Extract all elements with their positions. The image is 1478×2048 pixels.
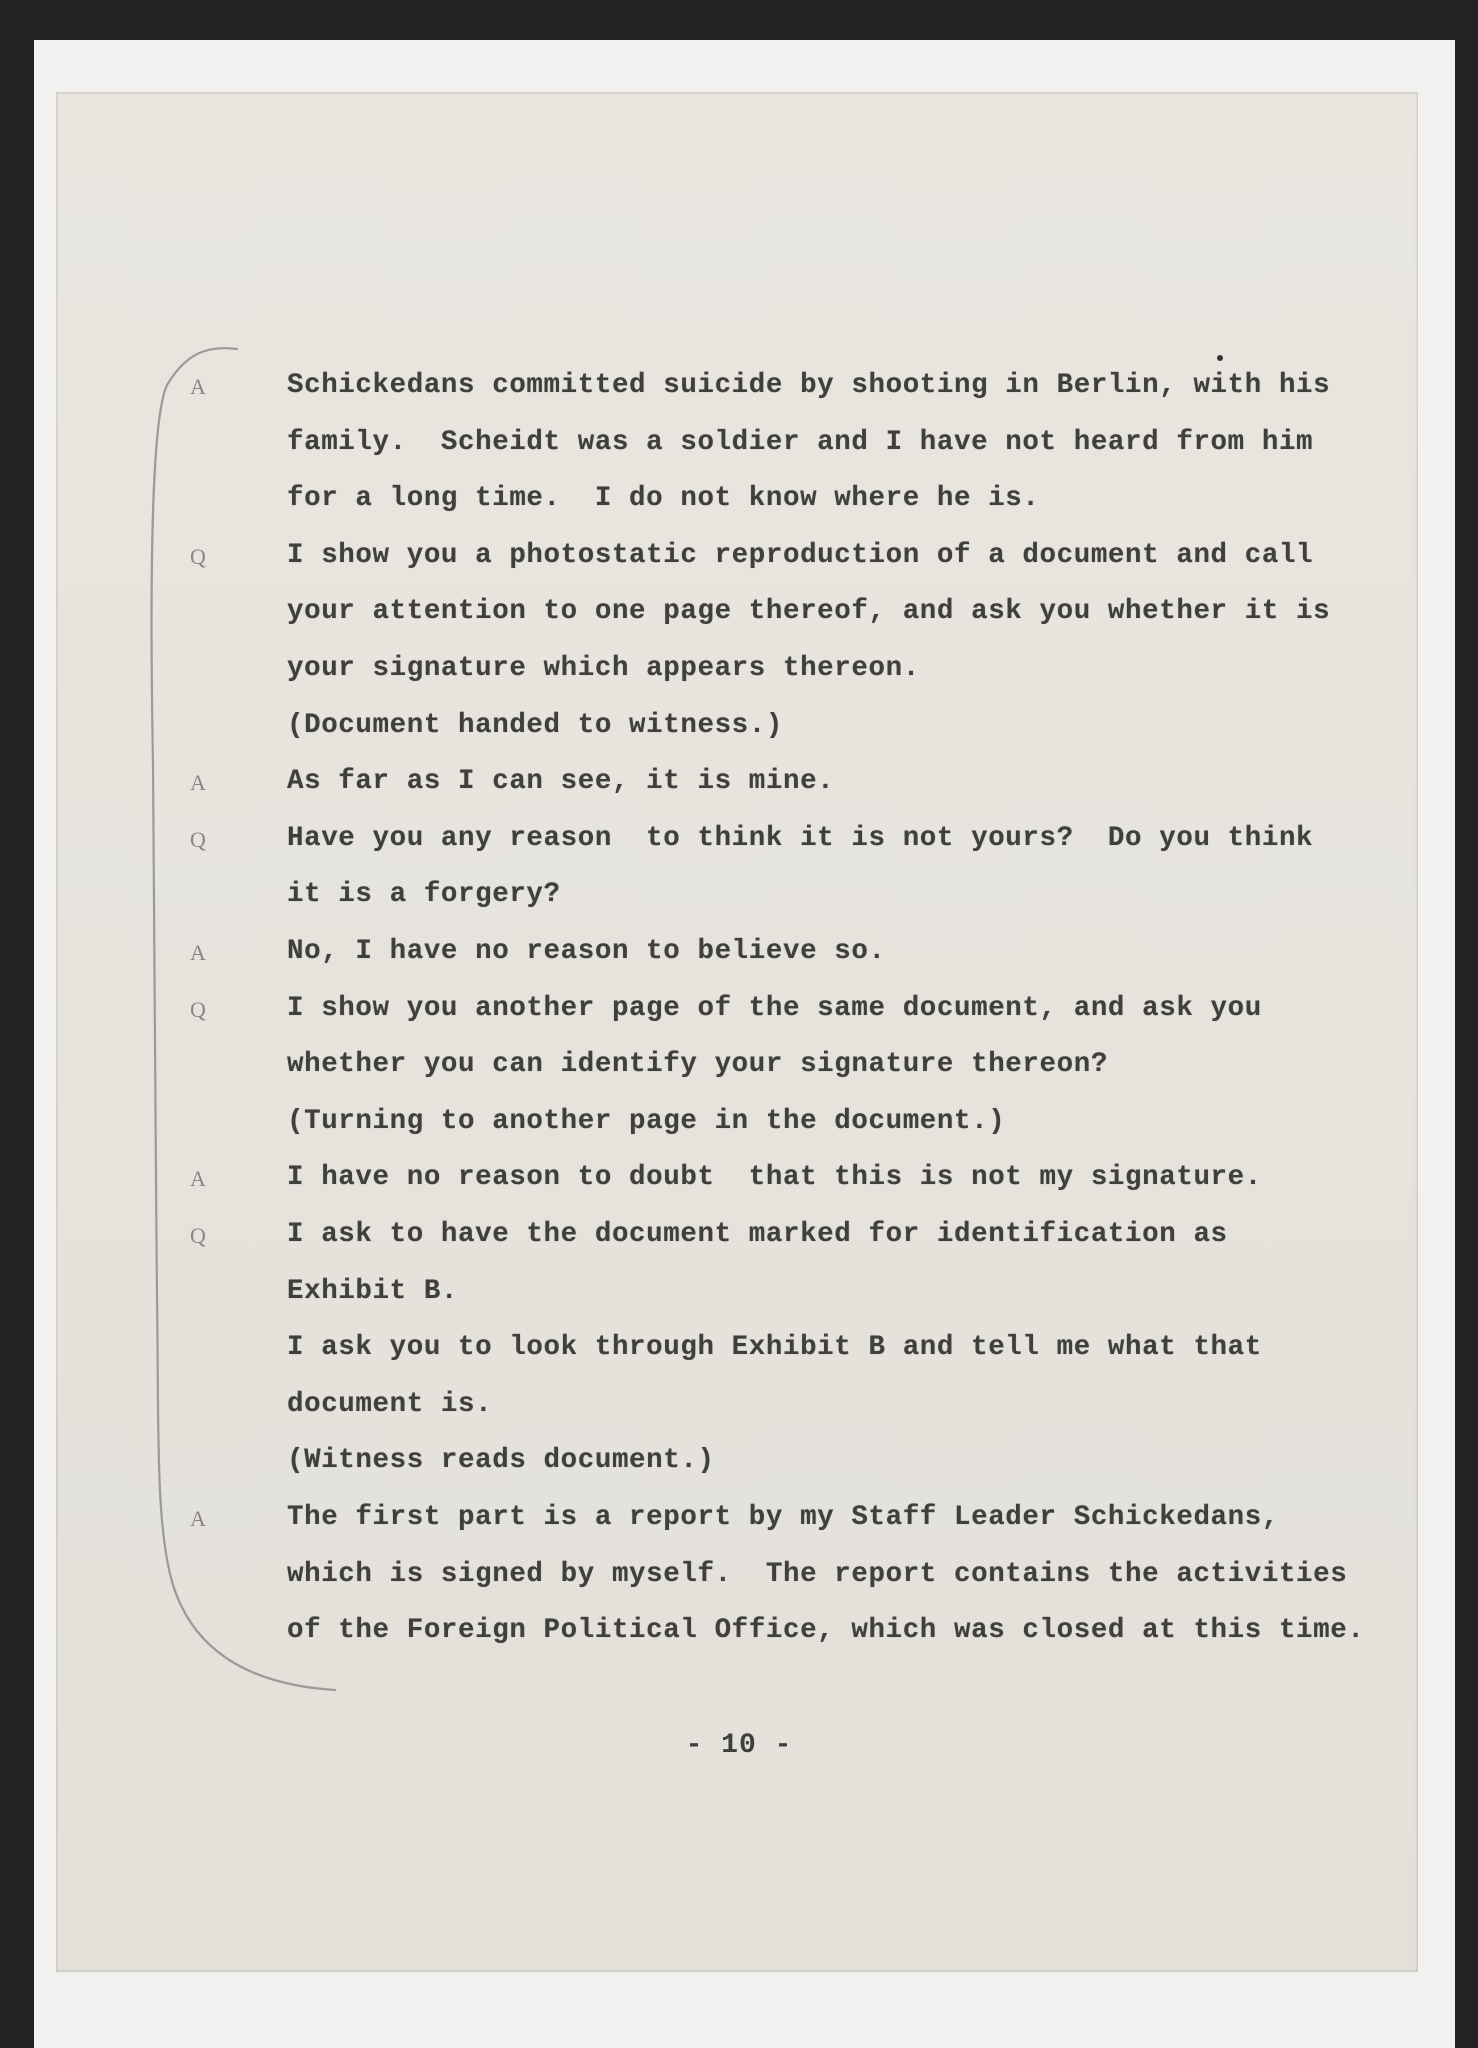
transcript-line: [0, 710, 1478, 754]
transcript-line: [0, 1106, 1478, 1150]
transcript-line: [0, 427, 1478, 471]
transcript-text: your signature which appears thereon.: [287, 653, 920, 684]
page-number: - 10 -: [685, 1730, 793, 1761]
transcript-text: As far as I can see, it is mine.: [287, 766, 835, 798]
speaker-marker: Q: [190, 543, 206, 569]
transcript-line: [0, 596, 1478, 640]
transcript-text: The first part is a report by my Staff Leader Schickedans,: [287, 1502, 1279, 1533]
speaker-marker: Q: [190, 996, 206, 1022]
transcript-text: I have no reason to doubt that this is not my signature.: [287, 1162, 1262, 1194]
transcript-line: [0, 1162, 1478, 1206]
speaker-marker: A: [190, 770, 206, 796]
transcript-text: Exhibit B.: [287, 1275, 459, 1307]
transcript-text: whether you can identify your signature thereon?: [287, 1049, 1108, 1081]
transcript-text: I show you a photostatic reproduction of a document and call: [287, 539, 1314, 571]
transcript-text: Have you any reason to think it is not yours? Do you think: [287, 822, 1314, 854]
transcript-text: I ask to have the document marked for identification as: [287, 1219, 1228, 1250]
transcript-line: [0, 540, 1478, 584]
transcript-line: [0, 1332, 1478, 1376]
transcript-line: [0, 370, 1478, 414]
transcript-text: (Document handed to witness.): [287, 709, 783, 741]
transcript-line: [0, 936, 1478, 980]
transcript-text: No, I have no reason to believe so.: [287, 936, 886, 967]
transcript-text: of the Foreign Political Office, which was closed at this time.: [287, 1615, 1365, 1647]
transcript-text: (Turning to another page in the document.): [287, 1105, 1006, 1137]
transcript-text: I ask you to look through Exhibit B and tell me what that: [287, 1332, 1262, 1364]
speaker-marker: Q: [190, 826, 206, 852]
transcript-line: [0, 1276, 1478, 1320]
transcript-line: [0, 879, 1478, 923]
transcript-line: [0, 1049, 1478, 1093]
speaker-marker: A: [190, 940, 206, 965]
transcript-line: [0, 1615, 1478, 1659]
transcript-line: [0, 483, 1478, 527]
transcript-line: [0, 823, 1478, 867]
transcript-text: it is a forgery?: [287, 879, 561, 911]
transcript-line: [0, 1502, 1478, 1546]
speaker-marker: A: [190, 374, 206, 399]
transcript-line: [0, 766, 1478, 810]
transcript-line: [0, 1219, 1478, 1263]
transcript-text: your attention to one page thereof, and ask you whether it is: [287, 596, 1331, 628]
transcript-line: [0, 1389, 1478, 1433]
ink-dot: [1217, 355, 1223, 361]
transcript-text: document is.: [287, 1388, 493, 1420]
speaker-marker: A: [190, 1506, 206, 1531]
transcript-line: [0, 1445, 1478, 1489]
transcript-text: (Witness reads document.): [287, 1445, 715, 1477]
speaker-marker: Q: [190, 1223, 206, 1248]
transcript-text: I show you another page of the same document, and ask you: [287, 992, 1262, 1024]
transcript-text: which is signed by myself. The report contains the activities: [287, 1558, 1348, 1590]
transcript-text: family. Scheidt was a soldier and I have not heard from him: [287, 426, 1314, 458]
speaker-marker: A: [190, 1166, 206, 1192]
transcript-line: [0, 993, 1478, 1037]
transcript-line: [0, 1559, 1478, 1603]
transcript-text: Schickedans committed suicide by shooting in Berlin, with his: [287, 370, 1331, 401]
transcript-line: [0, 653, 1478, 697]
transcript-text: for a long time. I do not know where he is.: [287, 483, 1040, 515]
